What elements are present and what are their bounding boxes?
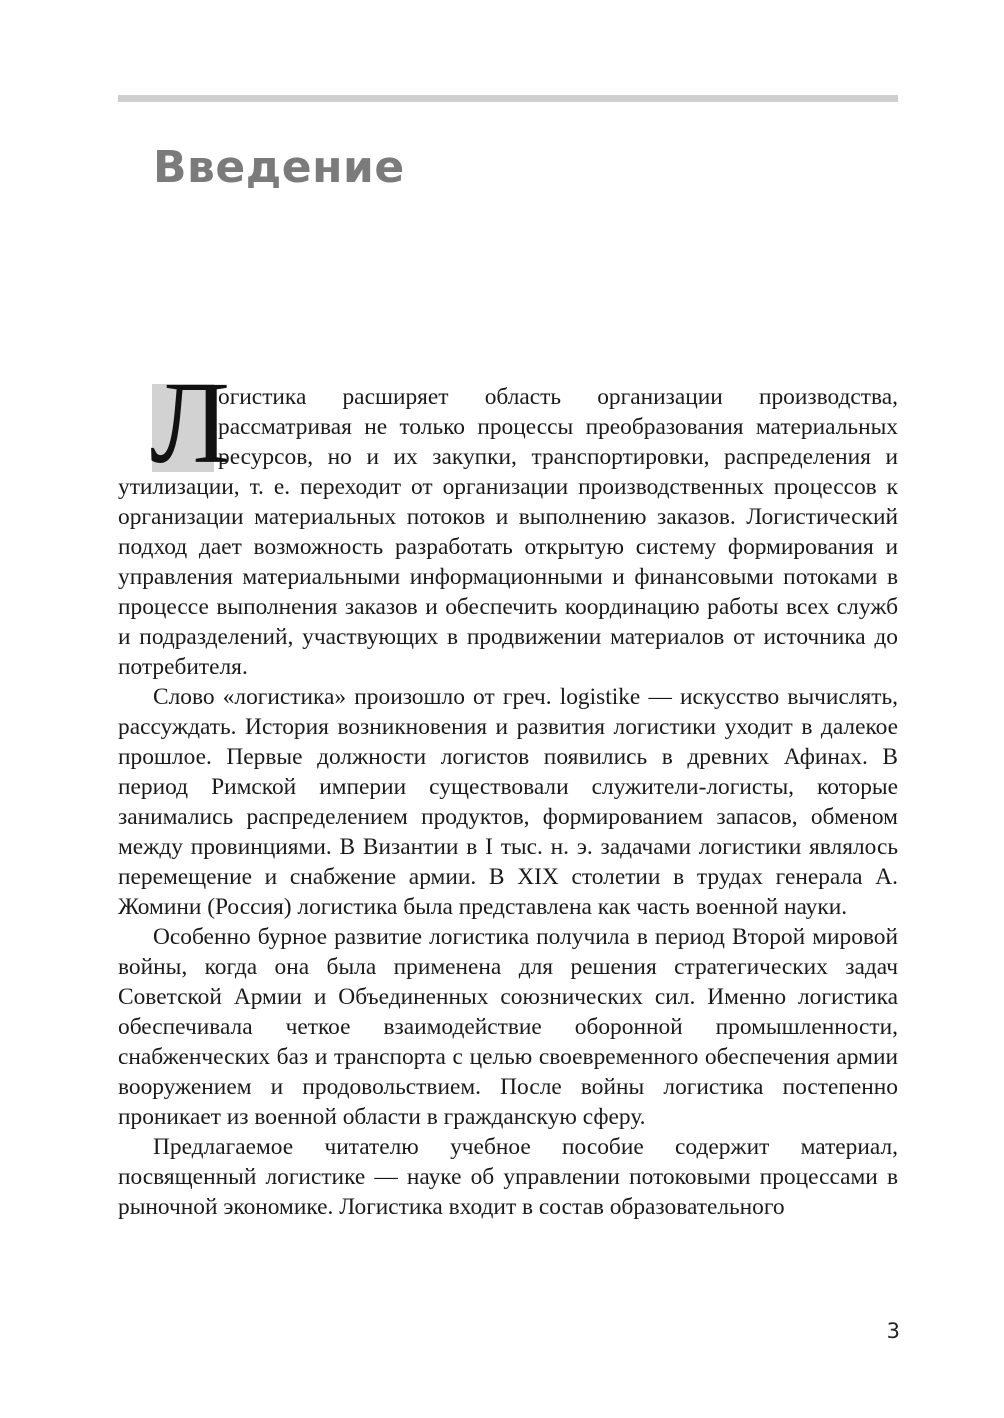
paragraph-2: Слово «логистика» произошло от греч. logistike — искусство вычислять, рассуждать. История возникновения и развития логистики уходит в далекое прошлое. Первые должности логистов появились в древних Афинах. В период Римской империи существовали служители-логисты, которые занимались распределением продуктов, формированием запасов, обменом между провинциями. В Византии в I тыс. н. э. задачами логистики являлось перемещение и снабжение армии. В XIX столетии в трудах генерала А. Жомини (Россия) логистика была представлена как часть военной науки. (118, 684, 898, 920)
paragraph-1-text: огистика расширяет область организации производства, рассматривая не только процессы преобразования материальных ресурсов, но и их закупки, транспортировки, распределения и утилизации, т. е. переходит от организации производственных процессов к организации материальных потоков и выполнению заказов. Логистический подход дает возможность разработать открытую систему формирования и управления материальными информационными и финансовыми потоками в процессе выполнения заказов и обеспечить координацию работы всех служб и подразделений, участвующих в продвижении материалов от источника до потребителя. (118, 384, 898, 680)
paragraph-4: Предлагаемое читателю учебное пособие содержит материал, посвященный логистике — науке об управлении потоковыми процессами в рыночной экономике. Логистика входит в состав образовательного (118, 1134, 898, 1220)
paragraph-1 (118, 357, 898, 682)
drop-cap-letter: Л (150, 357, 231, 488)
drop-cap (150, 357, 231, 488)
top-rule (118, 95, 898, 102)
page-number: 3 (886, 1319, 900, 1343)
chapter-title: Введение (153, 142, 405, 193)
body-text (118, 357, 898, 1222)
paragraph-3: Особенно бурное развитие логистика получила в период Второй мировой войны, когда она была применена для решения стратегических задач Советской Армии и Объединенных союзнических сил. Именно логистика обеспечивала четкое взаимодействие оборонной промышленности, снабженческих баз и транспорта с целью своевременного обеспечения армии вооружением и продовольствием. После войны логистика постепенно проникает из военной области в гражданскую сферу. (118, 924, 898, 1130)
